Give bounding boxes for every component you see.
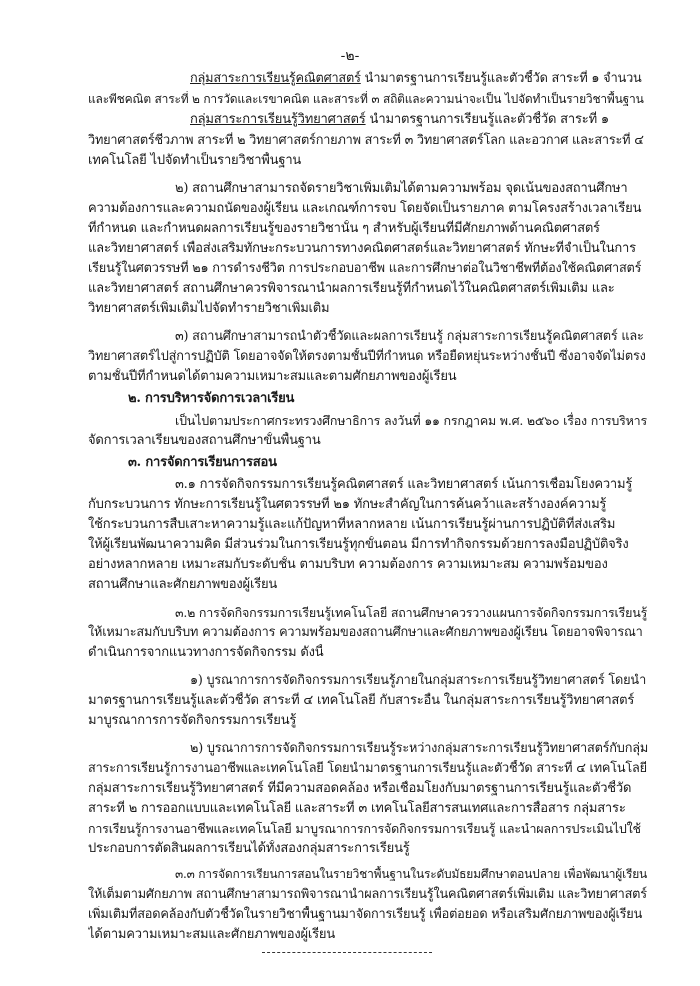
section-heading-2: ๒. การบริหารจัดการเวลาเรียน: [128, 391, 295, 406]
footer-divider: [262, 952, 432, 953]
list-item-3: ๓) สถานศึกษาสามารถนำตัวชี้วัดและผลการเรียนรู้ กลุ่มสาระการเรียนรู้คณิตศาสตร์ และ: [175, 329, 644, 344]
paragraph-line: ให้เหมาะสมกับบริบท ความต้องการ ความพร้อมของสถานศึกษาและศักยภาพของผู้เรียน โดยอาจพิจารณา: [88, 625, 643, 640]
paragraph-line: กับกระบวนการ ทักษะการเรียนรู้ในศตวรรษที่ ๒๑ ทักษะสำคัญในการค้นคว้าและสร้างองค์ความรู้: [88, 497, 607, 512]
paragraph-line: และพีชคณิต สาระที่ ๒ การวัดและเรขาคณิต และสาระที่ ๓ สถิติและความน่าจะเป็น ไปจัดทำเป็นรายวิชาพื้นฐาน: [88, 92, 644, 106]
subsection-3-3: ๓.๓ การจัดการเรียนการสอนในรายวิชาพื้นฐานในระดับมัธยมศึกษาตอนปลาย เพื่อพัฒนาผู้เรียน: [175, 867, 648, 881]
paragraph-line: วิทยาศาสตร์ชีวภาพ สาระที่ ๒ วิทยาศาสตร์กายภาพ สาระที่ ๓ วิทยาศาสตร์โลก และอวกาศ และสาระที่ ๔: [88, 133, 644, 148]
math-strand-heading: กลุ่มสาระการเรียนรู้คณิตศาสตร์: [190, 71, 361, 86]
paragraph-line: เทคโนโลยี ไปจัดทำเป็นรายวิชาพื้นฐาน: [88, 153, 302, 168]
science-strand-text: นำมาตรฐานการเรียนรู้และตัวชี้วัด สาระที่ ๑: [365, 112, 609, 127]
paragraph-line: ดำเนินการจากแนวทางการจัดกิจกรรม ดังนี้: [88, 645, 324, 660]
paragraph-line: ให้ผู้เรียนพัฒนาความคิด มีส่วนร่วมในการเรียนรู้ทุกขั้นตอน มีการทำกิจกรรมด้วยการลงมือปฏิบัติจริง: [88, 537, 629, 552]
paragraph-line: วิทยาศาสตร์ไปสู่การปฏิบัติ โดยอาจจัดให้ตรงตามชั้นปีที่กำหนด หรือยืดหยุ่นระหว่างชั้นปี ซึ่งอาจจัดไม่ตรง: [88, 349, 646, 364]
list-item-1: ๑) บูรณาการการจัดกิจกรรมการเรียนรู้ภายในกลุ่มสาระการเรียนรู้วิทยาศาสตร์ โดยนำ: [190, 673, 647, 688]
subsection-3-2: ๓.๒ การจัดกิจกรรมการเรียนรู้เทคโนโลยี สถานศึกษาควรวางแผนการจัดกิจกรรมการเรียนรู้: [175, 605, 648, 620]
paragraph-line: การเรียนรู้การงานอาชีพและเทคโนโลยี มาบูรณาการการจัดกิจกรรมการเรียนรู้ และนำผลการประเมินไปใช้: [88, 821, 641, 836]
page-number: -๒-: [340, 48, 360, 64]
paragraph-line: ประกอบการตัดสินผลการเรียนได้ทั้งสองกลุ่มสาระการเรียนรู้: [88, 841, 410, 856]
paragraph-line: กลุ่มสาระการเรียนรู้วิทยาศาสตร์ ที่มีความสอดคล้อง หรือเชื่อมโยงกับมาตรฐานการเรียนรู้และตัวชี้วัด: [88, 781, 632, 796]
paragraph-line: ตามชั้นปีที่กำหนดได้ตามความเหมาะสมและตามศักยภาพของผู้เรียน: [88, 369, 457, 384]
paragraph-line: มาบูรณาการการจัดกิจกรรมการเรียนรู้: [88, 713, 297, 728]
paragraph-line: ให้เต็มตามศักยภาพ สถานศึกษาสามารถพิจารณานำผลการเรียนรู้ในคณิตศาสตร์เพิ่มเติม และวิทยาศาสตร์: [88, 887, 647, 902]
paragraph-line: และวิทยาศาสตร์ เพื่อส่งเสริมทักษะกระบวนการทางคณิตศาสตร์และวิทยาศาสตร์ ทักษะที่จำเป็นในการ: [88, 241, 636, 256]
paragraph-line: ได้ตามความเหมาะสมและศักยภาพของผู้เรียน: [88, 927, 336, 942]
paragraph-line: สาระที่ ๒ การออกแบบและเทคโนโลยี และสาระที่ ๓ เทคโนโลยีสารสนเทศและการสื่อสาร กลุ่มสาระ: [88, 801, 626, 816]
paragraph-line: สาระการเรียนรู้การงานอาชีพและเทคโนโลยี โดยนำมาตรฐานการเรียนรู้และตัวชี้วัด สาระที่ ๔ เทคโนโลยี: [88, 761, 647, 776]
science-strand-heading: กลุ่มสาระการเรียนรู้วิทยาศาสตร์: [190, 112, 366, 127]
paragraph-line: เรียนรู้ในศตวรรษที่ ๒๑ การดำรงชีวิต การประกอบอาชีพ และการศึกษาต่อในวิชาชีพที่ต้องใช้คณิตศาสตร์: [88, 261, 642, 276]
paragraph-line: ที่กำหนด และกำหนดผลการเรียนรู้ของรายวิชานั้น ๆ สำหรับผู้เรียนที่มีศักยภาพด้านคณิตศาสตร์: [88, 221, 600, 236]
subsection-3-1: ๓.๑ การจัดกิจกรรมการเรียนรู้คณิตศาสตร์ และวิทยาศาสตร์ เน้นการเชื่อมโยงความรู้: [175, 477, 633, 492]
paragraph-line: อย่างหลากหลาย เหมาะสมกับระดับชั้น ตามบริบท ความต้องการ ความเหมาะสม ความพร้อมของ: [88, 557, 608, 572]
paragraph-line: จัดการเวลาเรียนของสถานศึกษาขั้นพื้นฐาน: [88, 433, 321, 448]
science-strand-line: [190, 111, 650, 128]
list-item-2: ๒) สถานศึกษาสามารถจัดรายวิชาเพิ่มเติมได้ตามความพร้อม จุดเน้นของสถานศึกษา: [175, 181, 628, 196]
paragraph-line: ใช้กระบวนการสืบเสาะหาความรู้และแก้ปัญหาที่หลากหลาย เน้นการเรียนรู้ผ่านการปฏิบัติที่ส่งเสริม: [88, 517, 616, 532]
paragraph-line: เป็นไปตามประกาศกระทรวงศึกษาธิการ ลงวันที่ ๑๑ กรกฎาคม พ.ศ. ๒๕๖๐ เรื่อง การบริหาร: [175, 413, 648, 428]
section-heading-3: ๓. การจัดการเรียนการสอน: [128, 455, 277, 470]
paragraph-line: สถานศึกษาและศักยภาพของผู้เรียน: [88, 577, 278, 592]
paragraph-line: เพิ่มเติมที่สอดคล้องกับตัวชี้วัดในรายวิชาพื้นฐานมาจัดการเรียนรู้ เพื่อต่อยอด หรือเสริมศักยภาพของผู้เรียน: [88, 907, 643, 922]
list-item-2b: ๒) บูรณาการการจัดกิจกรรมการเรียนรู้ระหว่างกลุ่มสาระการเรียนรู้วิทยาศาสตร์กับกลุ่ม: [190, 741, 649, 756]
paragraph-line: วิทยาศาสตร์เพิ่มเติมไปจัดทำรายวิชาเพิ่มเติม: [88, 301, 330, 316]
paragraph-line: มาตรฐานการเรียนรู้และตัวชี้วัด สาระที่ ๔ เทคโนโลยี กับสาระอื่น ในกลุ่มสาระการเรียนรู้วิทยาศาสตร์: [88, 693, 635, 708]
paragraph-line: และวิทยาศาสตร์ สถานศึกษาควรพิจารณานำผลการเรียนรู้ที่กำหนดไว้ในคณิตศาสตร์เพิ่มเติม และ: [88, 281, 615, 296]
math-strand-text: นำมาตรฐานการเรียนรู้และตัวชี้วัด สาระที่ ๑ จำนวน: [360, 71, 642, 86]
paragraph-line: ความต้องการและความถนัดของผู้เรียน และเกณฑ์การจบ โดยจัดเป็นรายภาค ตามโครงสร้างเวลาเรียน: [88, 201, 642, 216]
math-strand-line: [190, 70, 650, 87]
